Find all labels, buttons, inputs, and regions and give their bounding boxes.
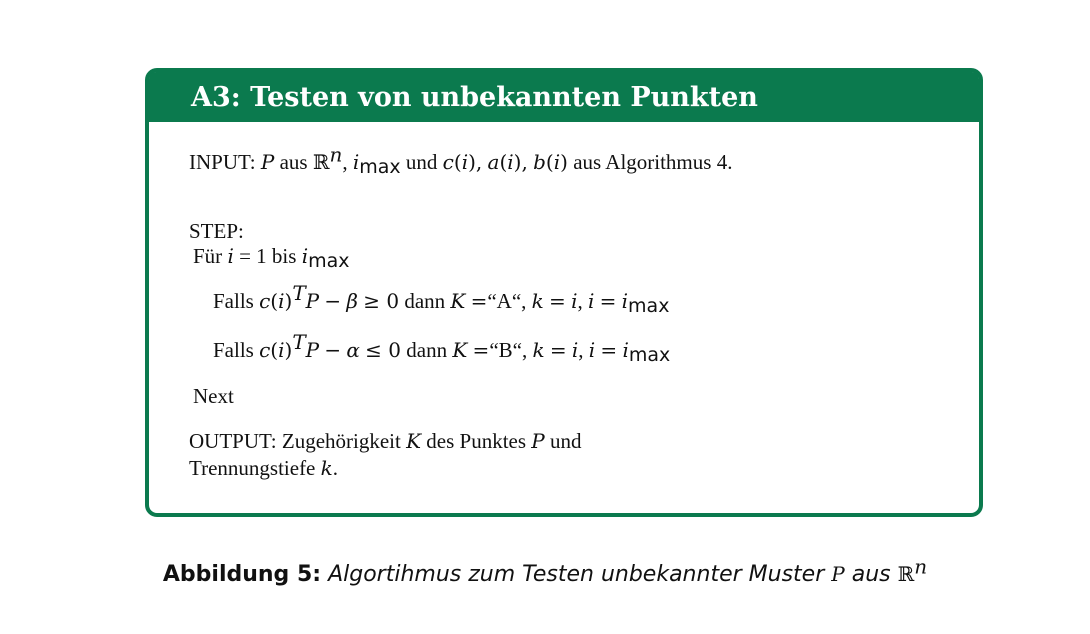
figure-caption: Abbildung 5: Algortihmus zum Testen unbekannter Muster P aus ℝ$^n$ (162, 554, 928, 587)
algorithm-box (145, 68, 983, 517)
condition-a-line: Falls $c(i)^TP - \beta \ge 0$ dann K =“A“, k = i, i = imax (213, 281, 670, 317)
caption-label: Abbildung 5: (162, 562, 322, 587)
caption-text: Algortihmus zum Testen unbekannter Muster (328, 562, 825, 587)
step-label: STEP: (189, 219, 244, 243)
algorithm-title: A3: Testen von unbekannten Punkten (149, 72, 979, 122)
input-line: INPUT: P aus ℝ$^n$, imax und c(i), a(i), b(i) aus Algorithmus 4. (189, 142, 733, 178)
next-line: Next (193, 384, 234, 408)
output-line-2: Trennungstiefe k. (189, 456, 339, 480)
condition-b-line: Falls $c(i)^TP - \alpha \le 0$ dann K =“B“, k = i, i = imax (213, 330, 671, 366)
caption-text-2: aus (851, 562, 891, 587)
loop-line: Für i = 1 bis imax (193, 244, 350, 272)
output-line-1: OUTPUT: Zugehörigkeit K des Punktes P und (189, 429, 582, 453)
